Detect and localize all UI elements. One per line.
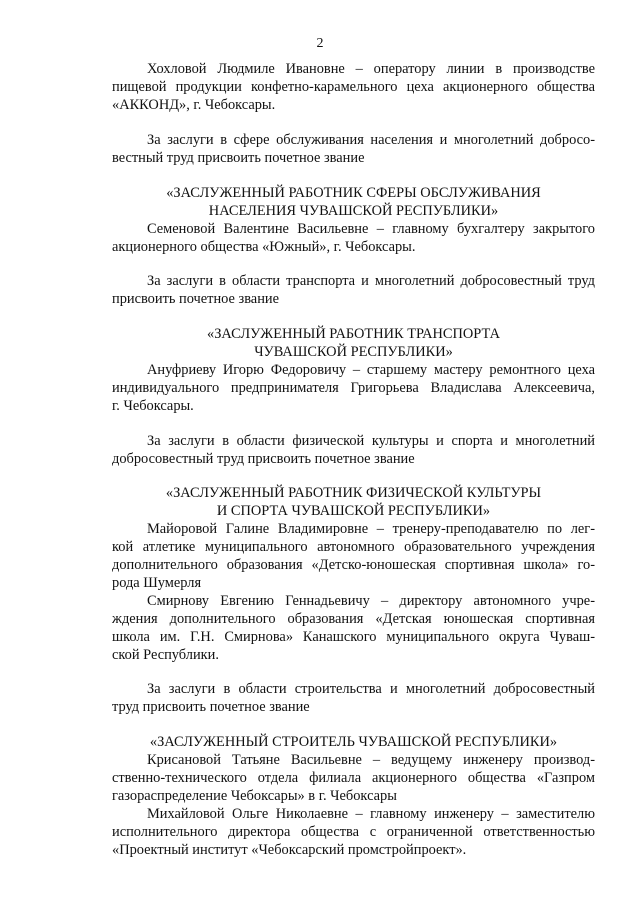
award-title-line: «ЗАСЛУЖЕННЫЙ РАБОТНИК ТРАНСПОРТА — [207, 326, 500, 342]
award-preamble-line: добросовестный труд присвоить почетное звание — [112, 451, 415, 467]
award-recipient-line: кой атлетике муниципального автономного образовательного учреждения — [112, 539, 595, 555]
award-recipient-line: школа им. Г.Н. Смирнова» Канашского муниципального округа Чуваш- — [112, 629, 595, 645]
award-title-line: И СПОРТА ЧУВАШСКОЙ РЕСПУБЛИКИ» — [216, 503, 491, 519]
award-title-line: ЧУВАШСКОЙ РЕСПУБЛИКИ» — [254, 344, 453, 360]
award-recipient-line: индивидуального предпринимателя Григорьева Владислава Алексеевича, — [112, 380, 595, 396]
award-recipient-line: «АККОНД», г. Чебоксары. — [112, 97, 276, 113]
award-preamble-line: За заслуги в области физической культуры и спорта и многолетний — [147, 433, 595, 449]
award-recipient-line: ственно-технического отдела филиала акционерного общества «Газпром — [112, 770, 595, 786]
award-preamble-line: За заслуги в области транспорта и многолетний добросовестный труд — [147, 273, 595, 289]
award-preamble-line: труд присвоить почетное звание — [112, 699, 310, 715]
award-recipient-line: пищевой продукции конфетно-карамельного цеха акционерного общества — [112, 79, 595, 95]
award-recipient-line: Крисановой Татьяне Васильевне – ведущему инженеру производ- — [147, 752, 595, 768]
award-recipient-line: рода Шумерля — [112, 575, 202, 591]
award-recipient-line: г. Чебоксары. — [112, 398, 194, 414]
award-recipient-line: дополнительного образования «Детско-юношеская спортивная школа» го- — [112, 557, 595, 573]
award-recipient-line: ской Республики. — [112, 647, 219, 663]
award-recipient-line: газораспределение Чебоксары» в г. Чебоксары — [112, 788, 397, 804]
award-recipient-line: Майоровой Галине Владимировне – тренеру-преподавателю по лег- — [147, 521, 595, 537]
award-preamble-line: За заслуги в области строительства и многолетний добросовестный — [147, 681, 595, 697]
award-recipient-line: исполнительного директора общества с ограниченной ответственностью — [112, 824, 595, 840]
award-recipient-line: «Проектный институт «Чебоксарский промстройпроект». — [112, 842, 467, 858]
award-recipient-line: Хохловой Людмиле Ивановне – оператору линии в производстве — [147, 61, 595, 77]
award-recipient-line: Михайловой Ольге Николаевне – главному инженеру – заместителю — [147, 806, 595, 822]
award-preamble-line: присвоить почетное звание — [112, 291, 279, 307]
award-recipient-line: Ануфриеву Игорю Федоровичу – старшему мастеру ремонтного цеха — [147, 362, 595, 378]
award-title-line: «ЗАСЛУЖЕННЫЙ СТРОИТЕЛЬ ЧУВАШСКОЙ РЕСПУБЛИКИ» — [149, 734, 558, 750]
award-title-line: «ЗАСЛУЖЕННЫЙ РАБОТНИК СФЕРЫ ОБСЛУЖИВАНИЯ — [166, 185, 541, 201]
award-preamble-line: За заслуги в сфере обслуживания населения и многолетний добросо- — [147, 132, 595, 148]
award-title-line: «ЗАСЛУЖЕННЫЙ РАБОТНИК ФИЗИЧЕСКОЙ КУЛЬТУРЫ — [165, 485, 542, 501]
award-recipient-line: акционерного общества «Южный», г. Чебоксары. — [112, 239, 416, 255]
award-title-line: НАСЕЛЕНИЯ ЧУВАШСКОЙ РЕСПУБЛИКИ» — [208, 203, 499, 219]
award-recipient-line: ждения дополнительного образования «Детская юношеская спортивная — [112, 611, 595, 627]
page-number: 2 — [316, 36, 324, 51]
award-recipient-line: Смирнову Евгению Геннадьевичу – директору автономного учре- — [147, 593, 595, 609]
award-preamble-line: вестный труд присвоить почетное звание — [112, 150, 365, 166]
award-recipient-line: Семеновой Валентине Васильевне – главному бухгалтеру закрытого — [147, 221, 595, 237]
